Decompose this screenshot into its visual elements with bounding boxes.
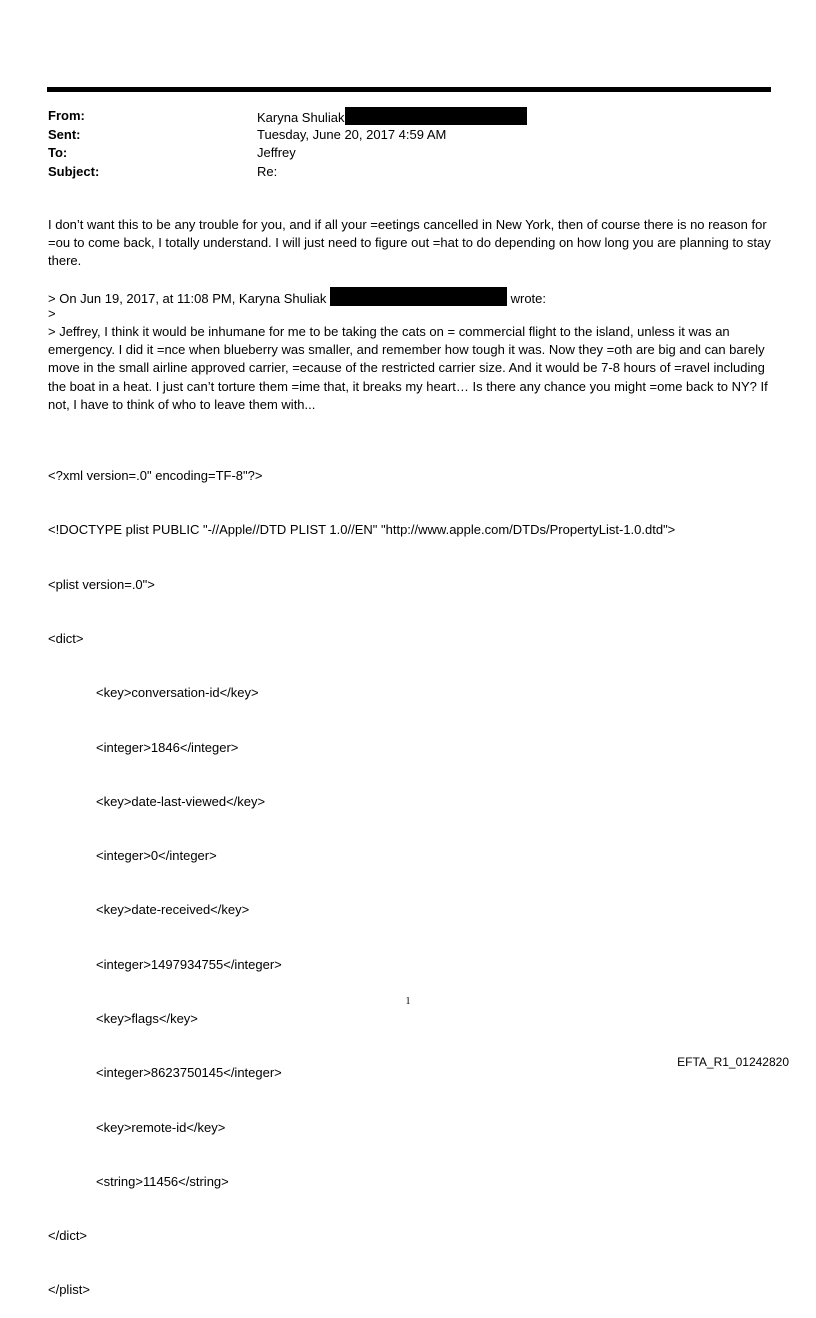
sent-row xyxy=(48,126,527,145)
page-number: 1 xyxy=(405,996,411,1007)
xml-line: <key>date-received</key> xyxy=(96,902,250,918)
xml-line: </dict> xyxy=(48,1228,88,1244)
redaction-bar xyxy=(345,107,527,125)
document-id: EFTA_R1_01242820 xyxy=(677,1055,789,1069)
redaction-bar xyxy=(330,287,507,306)
to-value: Jeffrey xyxy=(257,145,296,160)
subject-value: Re: xyxy=(257,163,278,179)
email-header xyxy=(48,107,527,181)
quote-blank-line: > xyxy=(48,306,56,321)
to-row xyxy=(48,144,527,163)
xml-line: <key>date-last-viewed</key> xyxy=(96,793,266,809)
xml-line: <integer>8623750145</integer> xyxy=(96,1065,282,1081)
xml-line: <integer>1846</integer> xyxy=(96,739,239,755)
subject-row xyxy=(48,163,527,182)
quote-intro-text: > On Jun 19, 2017, at 11:08 PM, Karyna Shuliak xyxy=(48,291,327,306)
plist-block xyxy=(48,431,675,1318)
xml-line: <?xml version=.0" encoding=TF-8"?> xyxy=(48,468,263,484)
from-row xyxy=(48,107,527,126)
xml-line: <key>flags</key> xyxy=(96,1011,198,1026)
message-paragraph: I don’t want this to be any trouble for you, and if all your =eetings cancelled in New York, then of course there is no reason for =ou to come back, I totally understand. I will just need to figure out =hat to do depending on how long you are planning to stay there. xyxy=(48,217,771,269)
sent-value: Tuesday, June 20, 2017 4:59 AM xyxy=(257,126,447,142)
xml-line: <string>11456</string> xyxy=(96,1173,229,1189)
xml-line: <key>conversation-id</key> xyxy=(96,685,259,701)
xml-line: <plist version=.0"> xyxy=(48,576,155,592)
quoted-message: > Jeffrey, I think it would be inhumane for me to be taking the cats on = commercial flight to the island, unless it was an emergency. I did it =nce when blueberry was smaller, and remember how tough it was. Now they =oth are big and can barely move in the small airline approved carrier, =ecause of the restricted carrier size. And it would be 7-8 hours of =ravel including the boat in a heat. I just can’t torture them =ime that, it breaks my heart… Is there any chance you might =ome back to NY? If not, I have to think of who to leave them with... xyxy=(48,324,768,412)
from-value xyxy=(257,107,527,126)
header-rule xyxy=(47,87,771,92)
from-name: Karyna Shuliak xyxy=(257,110,345,125)
xml-line: <integer>1497934755</integer> xyxy=(96,956,282,972)
xml-line: </plist> xyxy=(48,1282,90,1298)
xml-line: <!DOCTYPE plist PUBLIC "-//Apple//DTD PLIST 1.0//EN" "http://www.apple.com/DTDs/PropertyList-1.0.dtd"> xyxy=(48,522,676,538)
subject-label: Subject: xyxy=(48,163,100,179)
from-label: From: xyxy=(48,108,85,123)
quote-intro-wrote: wrote: xyxy=(510,291,547,306)
sent-label: Sent: xyxy=(48,126,81,142)
xml-line: <dict> xyxy=(48,631,84,647)
xml-line: <key>remote-id</key> xyxy=(96,1119,226,1135)
to-label: To: xyxy=(48,145,68,160)
xml-line: <integer>0</integer> xyxy=(96,848,217,864)
